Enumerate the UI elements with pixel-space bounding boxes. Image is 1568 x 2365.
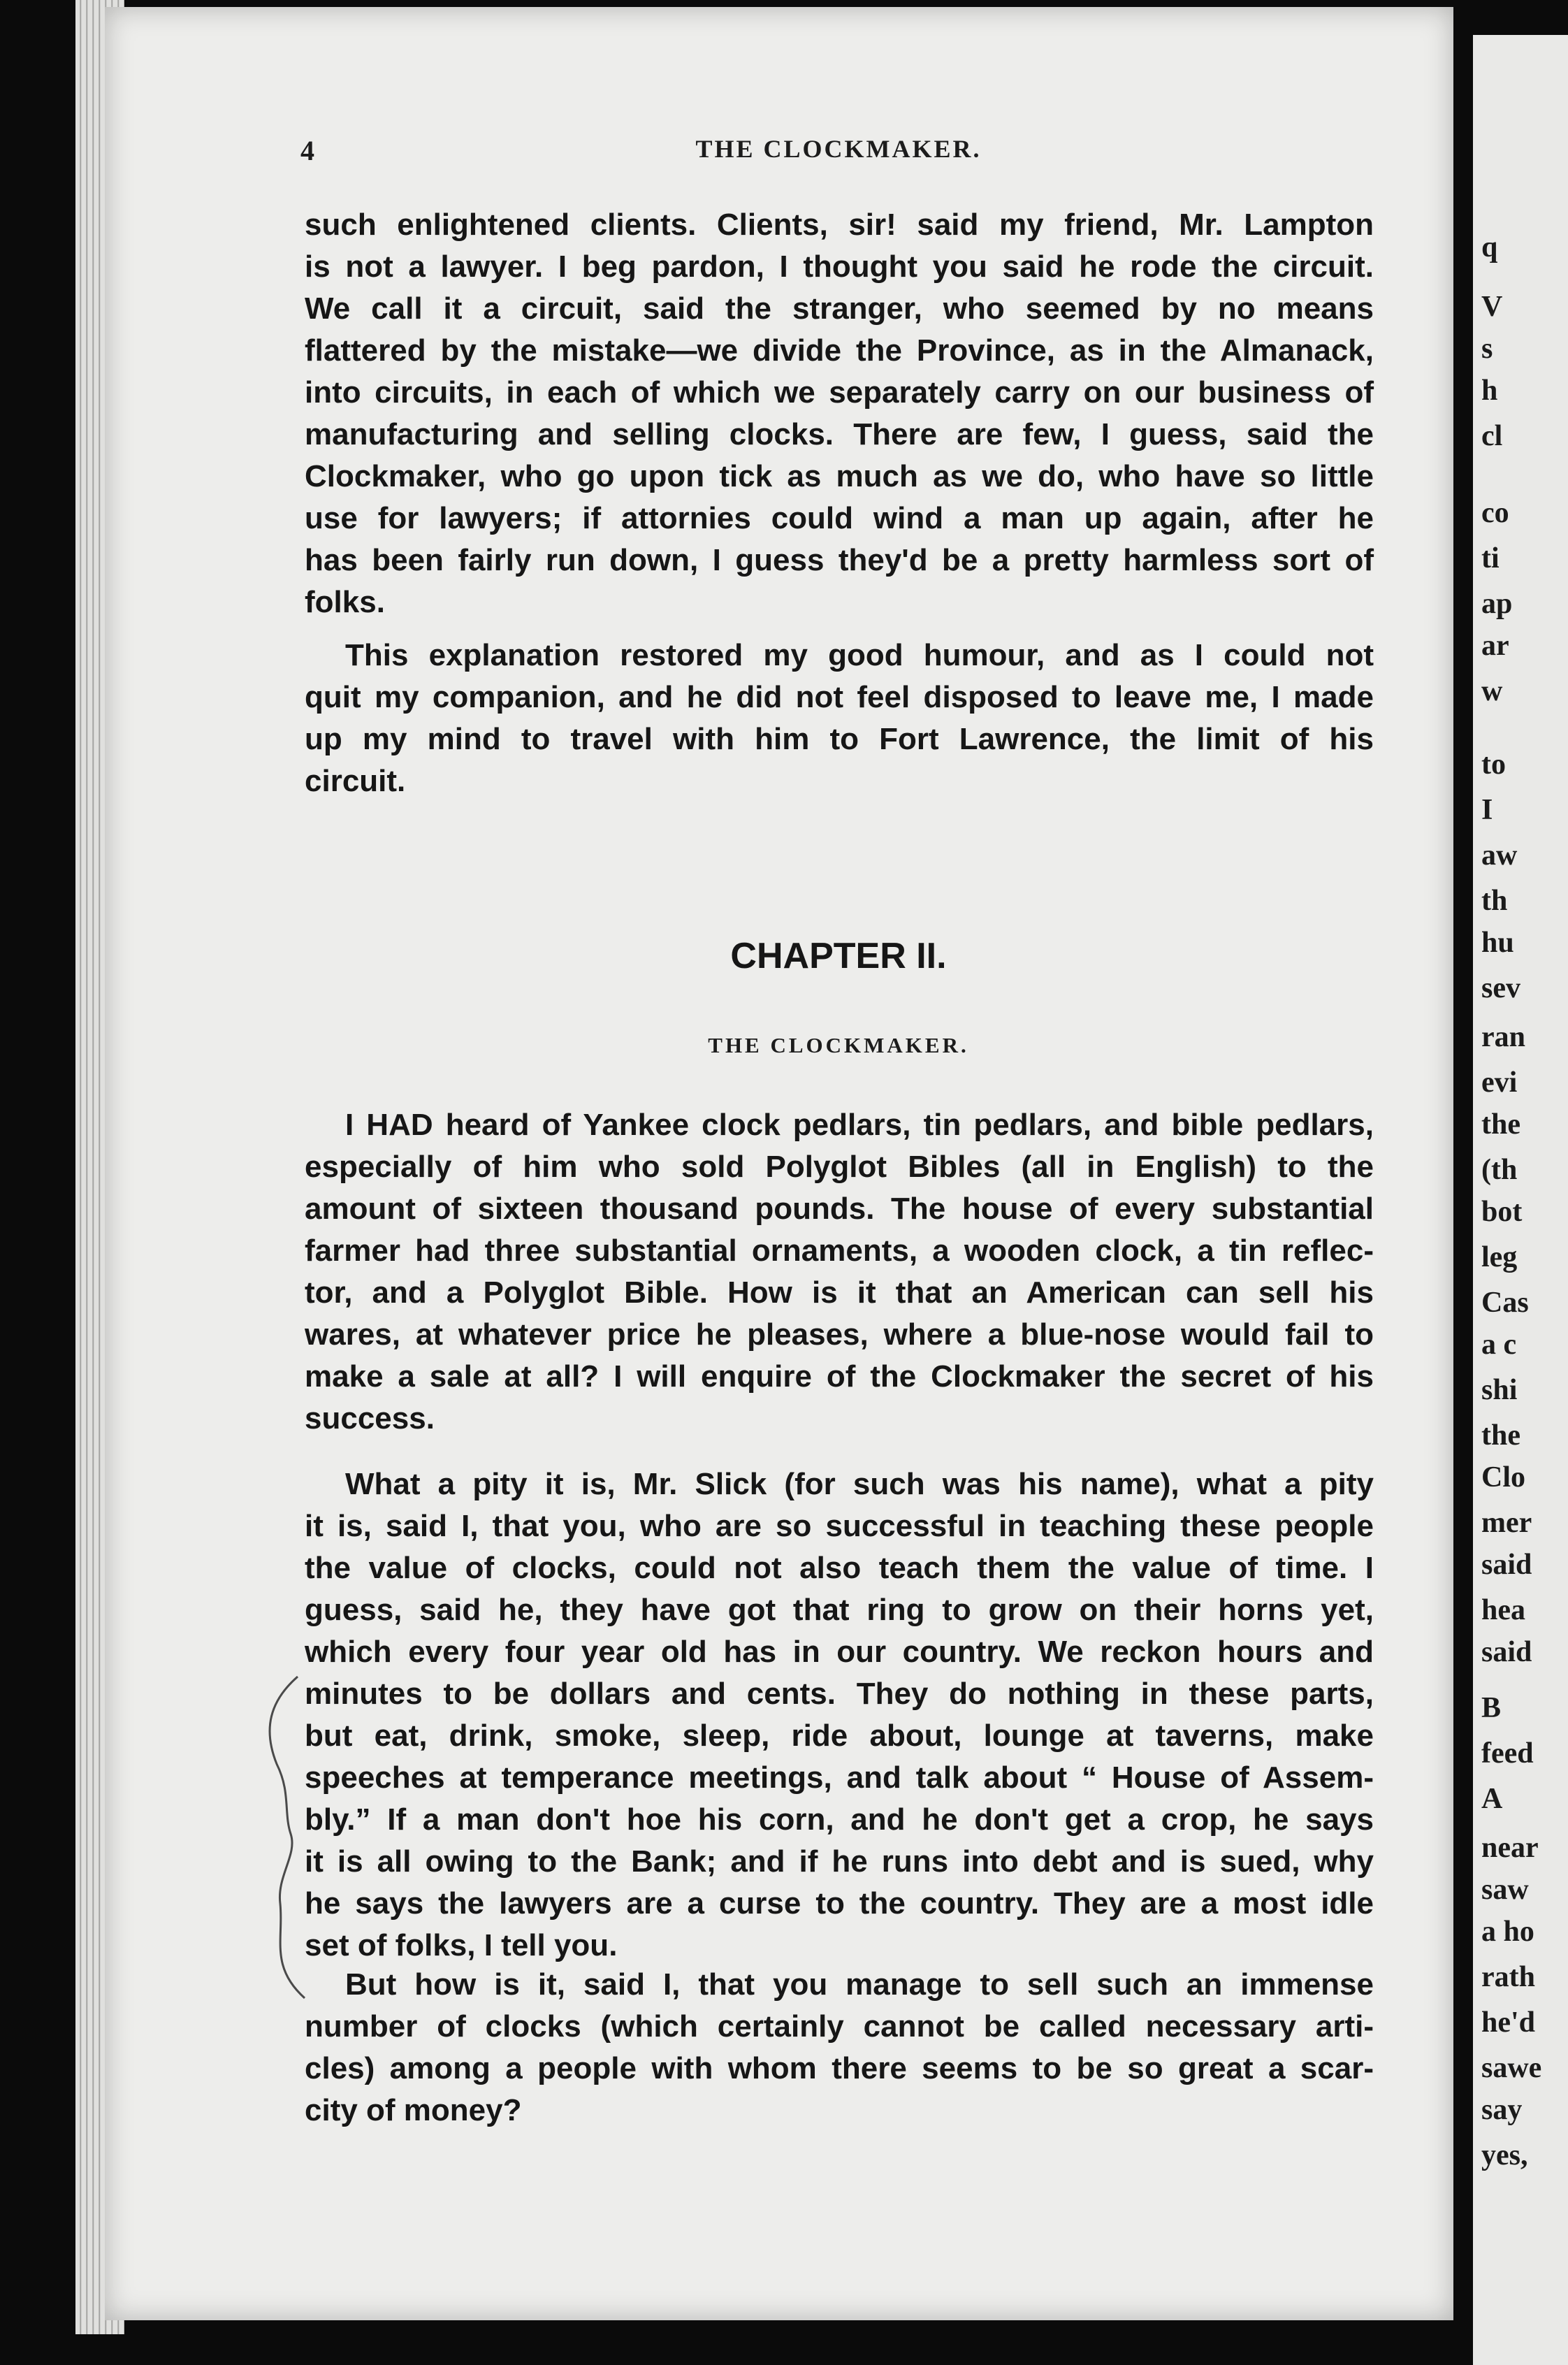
facing-page-fragment: s bbox=[1481, 333, 1493, 365]
text-line: amount of sixteen thousand pounds. The house of every substantial bbox=[305, 1192, 1374, 1226]
facing-page-fragment: ran bbox=[1481, 1021, 1525, 1053]
facing-page-fragment: cl bbox=[1481, 420, 1503, 452]
text-line: set of folks, I tell you. bbox=[305, 1928, 618, 1962]
facing-page-fragment: h bbox=[1481, 375, 1498, 407]
paragraph-1 bbox=[305, 204, 1374, 623]
facing-page-fragment: sev bbox=[1481, 972, 1520, 1004]
text-line: but eat, drink, smoke, sleep, ride about, lounge at taverns, make bbox=[305, 1719, 1374, 1753]
text-line: has been fairly run down, I guess they'd be a pretty harmless sort of bbox=[305, 543, 1374, 577]
text-line: quit my companion, and he did not feel disposed to leave me, I made bbox=[305, 680, 1374, 714]
text-line: We call it a circuit, said the stranger, who seemed by no means bbox=[305, 291, 1374, 326]
text-line: number of clocks (which certainly cannot be called necessary arti- bbox=[305, 2009, 1374, 2044]
text-line: use for lawyers; if attornies could wind a man up again, after he bbox=[305, 501, 1374, 535]
facing-page-fragment: th bbox=[1481, 885, 1508, 917]
facing-page bbox=[1473, 35, 1568, 2365]
facing-page-fragment: co bbox=[1481, 497, 1509, 529]
text-line: minutes to be dollars and cents. They do nothing in these parts, bbox=[305, 1677, 1374, 1711]
text-line: speeches at temperance meetings, and talk about “ House of Assem- bbox=[305, 1760, 1374, 1795]
text-line: it is, said I, that you, who are so successful in teaching these people bbox=[305, 1509, 1374, 1543]
facing-page-fragment: feed bbox=[1481, 1737, 1534, 1770]
facing-page-fragment: bot bbox=[1481, 1196, 1523, 1228]
text-line: wares, at whatever price he pleases, where a blue-nose would fail to bbox=[305, 1317, 1374, 1352]
text-line: Clockmaker, who go upon tick as much as we do, who have so little bbox=[305, 459, 1374, 493]
facing-page-fragment: ti bbox=[1481, 542, 1500, 574]
text-line: city of money? bbox=[305, 2093, 522, 2127]
facing-page-fragment: rath bbox=[1481, 1961, 1535, 1993]
facing-page-fragment: I bbox=[1481, 794, 1493, 826]
handwritten-bracket-mark bbox=[256, 1673, 312, 2002]
text-line: But how is it, said I, that you manage to sell such an immense bbox=[345, 1967, 1374, 2002]
facing-page-fragment: saw bbox=[1481, 1874, 1529, 1906]
facing-page-fragment: shi bbox=[1481, 1374, 1518, 1406]
facing-page-fragment: ap bbox=[1481, 588, 1513, 620]
text-line: guess, said he, they have got that ring to grow on their horns yet, bbox=[305, 1593, 1374, 1627]
text-line: flattered by the mistake—we divide the Province, as in the Almanack, bbox=[305, 333, 1374, 368]
facing-page-fragment: say bbox=[1481, 2094, 1523, 2126]
facing-page-fragment: to bbox=[1481, 748, 1506, 781]
text-line: such enlightened clients. Clients, sir! said my friend, Mr. Lampton bbox=[305, 208, 1374, 242]
text-line: This explanation restored my good humour, and as I could not bbox=[345, 638, 1374, 672]
facing-page-fragment: he'd bbox=[1481, 2006, 1536, 2039]
facing-page-fragment: ar bbox=[1481, 630, 1509, 662]
text-line: especially of him who sold Polyglot Bibles (all in English) to the bbox=[305, 1150, 1374, 1184]
text-line: manufacturing and selling clocks. There are few, I guess, said the bbox=[305, 417, 1374, 451]
text-line: tor, and a Polyglot Bible. How is it that an American can sell his bbox=[305, 1275, 1374, 1310]
paragraph-5 bbox=[305, 1964, 1374, 2132]
text-line: which every four year old has in our country. We reckon hours and bbox=[305, 1635, 1374, 1669]
paragraph-4 bbox=[305, 1463, 1374, 1967]
text-line: make a sale at all? I will enquire of the Clockmaker the secret of his bbox=[305, 1359, 1374, 1394]
text-line: farmer had three substantial ornaments, a wooden clock, a tin reflec- bbox=[305, 1234, 1374, 1268]
running-head bbox=[300, 134, 1377, 176]
facing-page-fragment: the bbox=[1481, 1108, 1520, 1141]
facing-page-fragment: said bbox=[1481, 1549, 1532, 1581]
paragraph-2 bbox=[305, 635, 1374, 802]
facing-page-fragment: mer bbox=[1481, 1507, 1532, 1539]
facing-page-fragment: (th bbox=[1481, 1154, 1518, 1186]
text-line: What a pity it is, Mr. Slick (for such was his name), what a pity bbox=[345, 1467, 1374, 1501]
text-line: success. bbox=[305, 1401, 435, 1435]
facing-page-fragment: Clo bbox=[1481, 1461, 1525, 1494]
text-line: up my mind to travel with him to Fort Lawrence, the limit of his bbox=[305, 722, 1374, 756]
text-line: the value of clocks, could not also teach them the value of time. I bbox=[305, 1551, 1374, 1585]
paragraph-3 bbox=[305, 1104, 1374, 1440]
facing-page-fragment: evi bbox=[1481, 1066, 1518, 1099]
text-line: into circuits, in each of which we separately carry on our business of bbox=[305, 375, 1374, 410]
running-title: THE CLOCKMAKER. bbox=[695, 135, 982, 163]
facing-page-fragment: leg bbox=[1481, 1241, 1518, 1273]
text-line: bly.” If a man don't hoe his corn, and he don't get a crop, he says bbox=[305, 1802, 1374, 1837]
facing-page-fragment: aw bbox=[1481, 839, 1518, 871]
chapter-subtitle: THE CLOCKMAKER. bbox=[708, 1033, 969, 1057]
page-number: 4 bbox=[300, 135, 314, 166]
chapter-title: CHAPTER II. bbox=[730, 936, 947, 976]
text-line: it is all owing to the Bank; and if he runs into debt and is sued, why bbox=[305, 1844, 1374, 1879]
facing-page-fragment: sawe bbox=[1481, 2052, 1542, 2084]
facing-page-fragment: w bbox=[1481, 675, 1503, 707]
facing-page-fragment: a c bbox=[1481, 1329, 1517, 1361]
facing-page-fragment: the bbox=[1481, 1419, 1520, 1452]
facing-page-fragment: a ho bbox=[1481, 1916, 1534, 1948]
text-line: he says the lawyers are a curse to the country. They are a most idle bbox=[305, 1886, 1374, 1921]
text-line: circuit. bbox=[305, 764, 406, 798]
facing-page-fragment: V bbox=[1481, 291, 1503, 323]
text-line: cles) among a people with whom there seems to be so great a scar- bbox=[305, 2051, 1374, 2085]
facing-page-fragment: A bbox=[1481, 1783, 1503, 1815]
facing-page-fragment: said bbox=[1481, 1636, 1532, 1668]
text-line: folks. bbox=[305, 585, 385, 619]
facing-page-fragment: hu bbox=[1481, 927, 1514, 959]
facing-page-fragment: q bbox=[1481, 231, 1498, 263]
facing-page-fragment: yes, bbox=[1481, 2139, 1528, 2171]
facing-page-fragment: B bbox=[1481, 1692, 1502, 1724]
facing-page-fragment: Cas bbox=[1481, 1287, 1529, 1319]
text-line: I HAD heard of Yankee clock pedlars, tin pedlars, and bible pedlars, bbox=[345, 1108, 1374, 1142]
text-line: is not a lawyer. I beg pardon, I thought you said he rode the circuit. bbox=[305, 249, 1374, 284]
facing-page-fragment: hea bbox=[1481, 1594, 1525, 1626]
facing-page-fragment: near bbox=[1481, 1832, 1539, 1864]
